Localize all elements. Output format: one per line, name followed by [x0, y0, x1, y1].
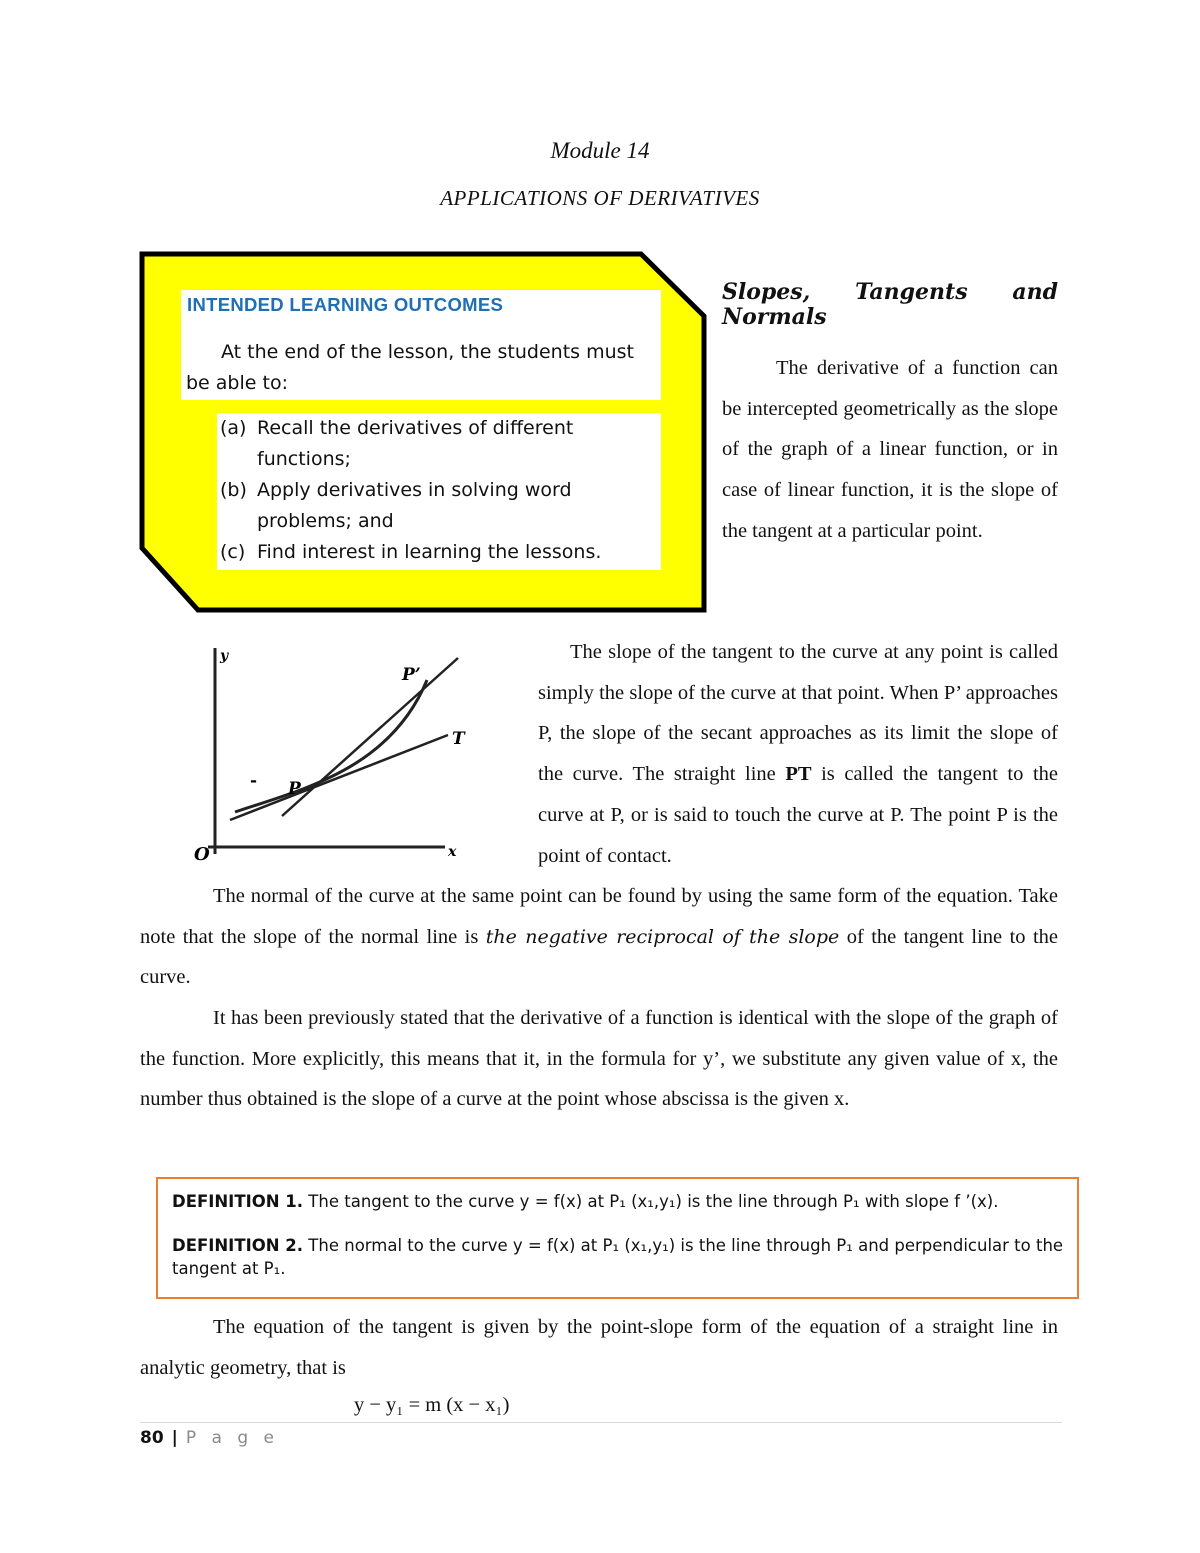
outcome-item	[220, 537, 660, 568]
outcome-text: Apply derivatives in solving word problems; and	[257, 479, 572, 532]
point-t-label: T	[452, 729, 465, 749]
secant-line	[282, 658, 458, 816]
outcomes-heading: INTENDED LEARNING OUTCOMES	[187, 294, 504, 315]
section-heading-continued: Normals	[722, 304, 827, 330]
definition-1-text: The tangent to the curve y = f(x) at P₁ (x₁,y₁) is the line through P₁ with slope f ’(x).	[303, 1192, 999, 1211]
footer-separator: |	[171, 1428, 178, 1448]
page-word: P a g e	[185, 1428, 280, 1448]
footer-divider	[140, 1422, 1062, 1423]
curve	[235, 680, 427, 812]
module-number: Module 14	[550, 138, 650, 163]
definition-1	[172, 1190, 1064, 1213]
x-label: x	[448, 844, 457, 860]
outcome-label: (a)	[220, 417, 247, 439]
point-p-label: P	[288, 779, 301, 799]
normal-text-2: of the tangent line to the curve.	[140, 925, 1058, 989]
y-label: y	[220, 648, 229, 664]
outcome-item	[220, 413, 660, 475]
point-slope-formula: y − y₁ = m (x − x₁)	[354, 1394, 510, 1416]
section-heading: Slopes, Tangents and	[722, 279, 1058, 305]
paragraph-equation: The equation of the tangent is given by the point-slope form of the equation of a straight line in analytic geometry, that is	[140, 1316, 1058, 1379]
page-footer	[140, 1428, 279, 1448]
slope-text-1: The slope of the tangent to the curve at any point is called simply the slope of the curve at that point. When P’ approaches P, the slope of the secant approaches as its limit the slope of the curve. The straight line	[538, 641, 1058, 786]
tangent-secant-figure	[190, 640, 480, 865]
outcome-item	[220, 475, 660, 537]
page-title: APPLICATIONS OF DERIVATIVES	[440, 186, 760, 210]
paragraph-normal	[140, 876, 1058, 998]
outcomes-intro: At the end of the lesson, the students must be able to:	[186, 341, 634, 394]
definition-1-label: DEFINITION 1.	[172, 1192, 304, 1211]
point-p-prime-label: P’	[402, 665, 421, 685]
page-number: 80	[140, 1428, 164, 1448]
outcome-label: (c)	[220, 541, 246, 563]
outcome-text: Recall the derivatives of different functions;	[257, 417, 574, 470]
paragraph-derivative: The derivative of a function can be intercepted geometrically as the slope of the graph of a linear function, or in case of linear function, it is the slope of the tangent at a particular point.	[722, 357, 1058, 542]
definition-2-text: The normal to the curve y = f(x) at P₁ (x₁,y₁) is the line through P₁ and perpendicular to the tangent at P₁.	[172, 1236, 1064, 1278]
definition-2	[172, 1234, 1064, 1280]
paragraph-slope-tangent	[538, 632, 1058, 876]
outcome-text: Find interest in learning the lessons.	[257, 541, 602, 563]
definition-2-label: DEFINITION 2.	[172, 1236, 304, 1255]
dash-mark: -	[250, 771, 258, 791]
outcome-label: (b)	[220, 479, 247, 501]
slope-text-2: is called the tangent to the curve at P, or is said to touch the curve at P. The point P is the point of contact.	[538, 763, 1058, 867]
origin-label: O	[194, 844, 210, 865]
paragraph-previously-stated: It has been previously stated that the derivative of a function is identical with the slope of the graph of the function. More explicitly, this means that it, in the formula for y’, we substitute any given value of x, the number thus obtained is the slope of a curve at the point whose abscissa is the given x.	[140, 1007, 1058, 1111]
slope-bold-pt: PT	[785, 763, 812, 786]
normal-italic: the negative reciprocal of the slope	[485, 925, 840, 948]
tangent-line	[230, 735, 448, 820]
normal-text-1: The normal of the curve at the same point can be found by using the same form of the equation. Take note that the slope of the normal line is	[140, 885, 1058, 948]
